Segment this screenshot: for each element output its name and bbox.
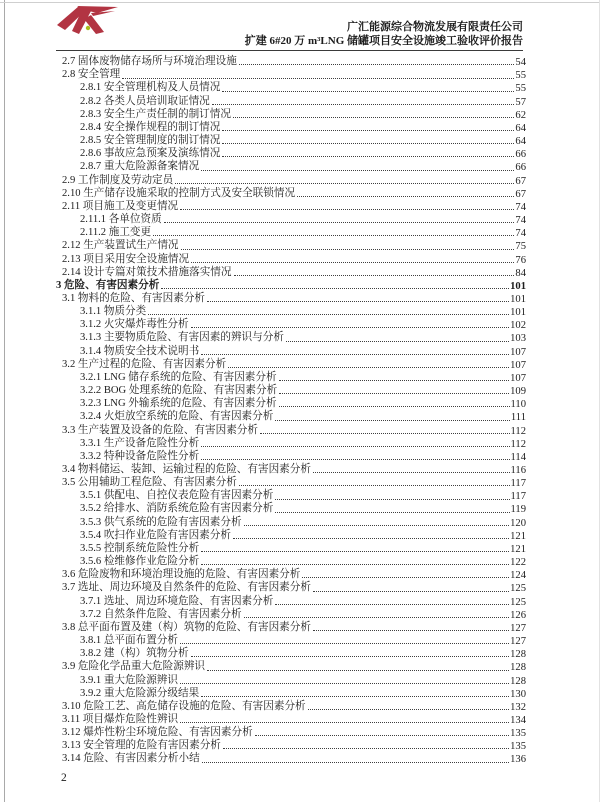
toc-leader-dots bbox=[313, 591, 509, 592]
toc-leader-dots bbox=[191, 656, 510, 657]
toc-entry-label: 3.5.2 给排水、消防系统危险有害因素分析 bbox=[80, 503, 274, 515]
toc-entry-label: 3.9.2 重大危险源分级结果 bbox=[80, 687, 200, 699]
toc-entry-label: 3.5 公用辅助工程危险、有害因素分析 bbox=[62, 477, 237, 489]
toc-entry-page-number: 67 bbox=[515, 188, 526, 200]
toc-leader-dots bbox=[239, 485, 510, 486]
toc-entry-page-number: 101 bbox=[510, 307, 526, 319]
toc-entry-page-number: 55 bbox=[515, 70, 526, 82]
toc-entry-page-number: 101 bbox=[510, 293, 526, 305]
toc-leader-dots bbox=[275, 499, 509, 500]
toc-entry-page-number: 107 bbox=[510, 359, 526, 371]
header-company-name: 广汇能源综合物流发展有限责任公司 bbox=[347, 21, 523, 33]
toc-entry-label: 2.8.2 各类人员培训取证情况 bbox=[80, 95, 210, 107]
toc-leader-dots bbox=[164, 222, 515, 223]
toc-entry-label: 2.14 设计专篇对策技术措施落实情况 bbox=[62, 266, 232, 278]
header-report-title: 扩建 6#20 万 m³LNG 储罐项目安全设施竣工验收评价报告 bbox=[244, 34, 523, 47]
toc-entry-page-number: 66 bbox=[515, 149, 526, 161]
toc-leader-dots bbox=[180, 683, 509, 684]
toc-leader-dots bbox=[207, 301, 509, 302]
toc-leader-dots bbox=[223, 748, 509, 749]
toc-entry-label: 2.8.7 重大危险源备案情况 bbox=[80, 161, 200, 173]
toc-entry-page-number: 114 bbox=[510, 451, 526, 463]
toc-entry-label: 3 危险、有害因素分析 bbox=[56, 279, 160, 291]
toc-entry-page-number: 74 bbox=[515, 228, 526, 240]
toc-entry-page-number: 127 bbox=[510, 636, 526, 648]
toc-leader-dots bbox=[153, 235, 514, 236]
toc-entry-page-number: 130 bbox=[510, 688, 526, 700]
toc-entry-label: 2.11 项目施工及变更情况 bbox=[62, 200, 179, 212]
toc-entry-page-number: 64 bbox=[515, 136, 526, 148]
toc-entry-label: 3.1.4 物质安全技术说明书 bbox=[80, 345, 200, 357]
toc-leader-dots bbox=[239, 64, 515, 65]
toc-leader-dots bbox=[275, 420, 510, 421]
toc-leader-dots bbox=[122, 78, 514, 79]
toc-entry-page-number: 125 bbox=[510, 583, 526, 595]
toc-leader-dots bbox=[202, 762, 509, 763]
toc-entry-page-number: 107 bbox=[510, 346, 526, 358]
toc-entry-label: 3.10 危险工艺、高危储存设施的危险、有害因素分析 bbox=[62, 700, 306, 712]
toc-entry-page-number: 126 bbox=[510, 609, 526, 621]
toc-leader-dots bbox=[279, 406, 510, 407]
toc-entry-label: 3.5.3 供气系统的危险有害因素分析 bbox=[80, 516, 242, 528]
toc-entry-label: 2.8.6 事故应急预案及演练情况 bbox=[80, 148, 221, 160]
toc-entry-page-number: 107 bbox=[510, 372, 526, 384]
toc-leader-dots bbox=[175, 183, 514, 184]
toc-leader-dots bbox=[161, 288, 509, 289]
toc-entry-page-number: 57 bbox=[515, 96, 526, 108]
scan-edge-left bbox=[4, 0, 5, 802]
toc-entry-label: 2.11.2 施工变更 bbox=[80, 227, 152, 239]
toc-leader-dots bbox=[201, 446, 509, 447]
toc-entry-page-number: 128 bbox=[510, 662, 526, 674]
toc-leader-dots bbox=[234, 275, 515, 276]
toc-entry-label: 2.8.1 安全管理机构及人员情况 bbox=[80, 82, 221, 94]
toc-entry-label: 2.13 项目采用安全设施情况 bbox=[62, 253, 190, 265]
toc-entry-label: 3.14 危险、有害因素分析小结 bbox=[62, 753, 200, 765]
toc-entry-page-number: 136 bbox=[510, 754, 526, 766]
toc-entry-label: 2.8.3 安全生产责任制的制订情况 bbox=[80, 108, 231, 120]
toc-entry-label: 2.8 安全管理 bbox=[62, 69, 121, 81]
toc-entry-page-number: 62 bbox=[515, 109, 526, 121]
toc-entry-label: 3.13 安全管理的危险有害因素分析 bbox=[62, 740, 221, 752]
toc-leader-dots bbox=[222, 91, 514, 92]
toc-entry-label: 2.8.5 安全管理制度的制订情况 bbox=[80, 135, 221, 147]
toc-entry-page-number: 101 bbox=[510, 280, 526, 292]
toc-entry-page-number: 134 bbox=[510, 714, 526, 726]
toc-entry-page-number: 76 bbox=[515, 254, 526, 266]
toc-leader-dots bbox=[201, 459, 509, 460]
toc-entry-page-number: 124 bbox=[510, 570, 526, 582]
toc-entry-label: 2.9 工作制度及劳动定员 bbox=[62, 174, 174, 186]
toc-entry-label: 3.3 生产装置及设备的危险、有害因素分析 bbox=[62, 424, 258, 436]
toc-entry-page-number: 66 bbox=[515, 162, 526, 174]
toc-leader-dots bbox=[233, 538, 509, 539]
toc-leader-dots bbox=[244, 617, 510, 618]
toc-entry-page-number: 125 bbox=[510, 596, 526, 608]
toc-entry-page-number: 121 bbox=[510, 543, 526, 555]
toc-entry-page-number: 55 bbox=[515, 83, 526, 95]
toc-leader-dots bbox=[191, 262, 514, 263]
toc-entry-label: 3.1.3 主要物质危险、有害因素的辨识与分析 bbox=[80, 332, 284, 344]
toc-entry bbox=[56, 752, 526, 765]
toc-entry-label: 3.5.1 供配电、自控仪表危险有害因素分析 bbox=[80, 490, 274, 502]
toc-leader-dots bbox=[201, 696, 509, 697]
toc-entry-label: 3.7.1 选址、周边环境危险、有害因素分析 bbox=[80, 595, 274, 607]
toc-entry-page-number: 102 bbox=[510, 320, 526, 332]
toc-leader-dots bbox=[313, 472, 510, 473]
toc-leader-dots bbox=[180, 722, 509, 723]
toc-leader-dots bbox=[286, 341, 509, 342]
scan-edge-top bbox=[0, 2, 600, 3]
toc-entry-label: 3.3.1 生产设备危险性分析 bbox=[80, 437, 200, 449]
toc-entry-page-number: 75 bbox=[515, 241, 526, 253]
toc-entry-label: 3.1 物料的危险、有害因素分析 bbox=[62, 292, 206, 304]
toc-entry-page-number: 111 bbox=[510, 412, 526, 424]
footer-page-number: 2 bbox=[61, 772, 67, 784]
toc-entry-label: 3.3.2 特种设备危险性分析 bbox=[80, 450, 200, 462]
toc-leader-dots bbox=[297, 196, 514, 197]
toc-leader-dots bbox=[279, 393, 509, 394]
toc-leader-dots bbox=[279, 380, 510, 381]
toc-list bbox=[56, 55, 526, 765]
toc-entry-label: 3.8.2 建（构）筑物分析 bbox=[80, 648, 189, 660]
toc-leader-dots bbox=[191, 327, 510, 328]
toc-entry-label: 3.9 危险化学品重大危险源辨识 bbox=[62, 661, 206, 673]
toc-leader-dots bbox=[222, 143, 514, 144]
toc-leader-dots bbox=[222, 130, 514, 131]
toc-entry-page-number: 132 bbox=[510, 701, 526, 713]
toc-leader-dots bbox=[212, 104, 515, 105]
toc-entry-label: 3.2.4 火炬放空系统的危险、有害因素分析 bbox=[80, 411, 274, 423]
toc-entry-label: 2.7 固体废物储存场所与环境治理设施 bbox=[62, 56, 237, 68]
toc-entry-page-number: 103 bbox=[510, 333, 526, 345]
toc-entry-label: 3.11 项目爆炸危险性辨识 bbox=[62, 713, 179, 725]
toc-entry-page-number: 112 bbox=[510, 425, 526, 437]
toc-entry-page-number: 110 bbox=[510, 399, 526, 411]
toc-entry-page-number: 128 bbox=[510, 649, 526, 661]
toc-entry-label: 3.2 生产过程的危险、有害因素分析 bbox=[62, 358, 227, 370]
toc-entry-page-number: 127 bbox=[510, 622, 526, 634]
toc-leader-dots bbox=[148, 314, 509, 315]
toc-leader-dots bbox=[260, 433, 510, 434]
toc-entry-page-number: 109 bbox=[510, 386, 526, 398]
toc-leader-dots bbox=[180, 643, 509, 644]
toc-entry-label: 3.2.1 LNG 储存系统的危险、有害因素分析 bbox=[80, 371, 277, 383]
toc-leader-dots bbox=[302, 577, 509, 578]
toc-entry-label: 3.5.5 控制系统危险性分析 bbox=[80, 542, 200, 554]
toc-leader-dots bbox=[222, 156, 514, 157]
toc-entry-page-number: 84 bbox=[515, 267, 526, 279]
toc-entry-page-number: 116 bbox=[510, 465, 526, 476]
toc-leader-dots bbox=[201, 564, 509, 565]
toc-entry-page-number: 119 bbox=[510, 504, 526, 516]
toc-leader-dots bbox=[313, 630, 509, 631]
toc-entry-label: 3.1.1 物质分类 bbox=[80, 306, 147, 318]
toc-entry-page-number: 54 bbox=[515, 57, 526, 69]
toc-entry-page-number: 74 bbox=[515, 201, 526, 213]
toc-entry-page-number: 120 bbox=[510, 517, 526, 529]
toc-entry-page-number: 117 bbox=[510, 478, 526, 490]
toc-leader-dots bbox=[201, 551, 509, 552]
toc-leader-dots bbox=[180, 209, 514, 210]
toc-entry-label: 2.11.1 各单位资质 bbox=[80, 214, 162, 226]
toc-entry-page-number: 135 bbox=[510, 728, 526, 740]
toc-entry-page-number: 67 bbox=[515, 175, 526, 187]
toc-leader-dots bbox=[244, 525, 510, 526]
toc-leader-dots bbox=[228, 367, 509, 368]
toc-entry-label: 3.5.6 检维修作业危险分析 bbox=[80, 556, 200, 568]
toc-entry-label: 3.1.2 火灾爆炸毒性分析 bbox=[80, 319, 189, 331]
toc-entry-label: 3.2.2 BOG 处理系统的危险、有害因素分析 bbox=[80, 385, 278, 397]
toc-entry-label: 3.4 物料储运、装卸、运输过程的危险、有害因素分析 bbox=[62, 464, 311, 475]
toc-leader-dots bbox=[201, 170, 514, 171]
toc-leader-dots bbox=[207, 670, 509, 671]
toc-entry-page-number: 122 bbox=[510, 557, 526, 569]
toc-entry-label: 2.12 生产装置试生产情况 bbox=[62, 240, 179, 252]
toc-leader-dots bbox=[201, 354, 509, 355]
company-logo-icon bbox=[57, 4, 123, 37]
toc-entry-page-number: 135 bbox=[510, 741, 526, 753]
toc-leader-dots bbox=[275, 604, 509, 605]
toc-entry bbox=[56, 55, 526, 68]
toc-entry-page-number: 112 bbox=[510, 438, 526, 450]
toc-entry-label: 3.2.3 LNG 外输系统的危险、有害因素分析 bbox=[80, 398, 277, 410]
toc-entry-label: 3.8.1 总平面布置分析 bbox=[80, 635, 178, 647]
toc-entry-page-number: 117 bbox=[510, 491, 526, 503]
toc-entry-label: 3.6 危险废物和环境治理设施的危险、有害因素分析 bbox=[62, 569, 301, 581]
toc-entry-page-number: 64 bbox=[515, 122, 526, 134]
toc-leader-dots bbox=[233, 117, 514, 118]
toc-entry-label: 3.7 选址、周边环境及自然条件的危险、有害因素分析 bbox=[62, 582, 311, 594]
toc-entry-label: 3.5.4 吹扫作业危险有害因素分析 bbox=[80, 529, 231, 541]
toc-leader-dots bbox=[308, 709, 509, 710]
toc-entry-label: 3.7.2 自然条件危险、有害因素分析 bbox=[80, 608, 242, 620]
header-divider bbox=[56, 50, 523, 51]
page-header bbox=[245, 21, 523, 48]
toc-entry-page-number: 74 bbox=[515, 215, 526, 227]
toc-leader-dots bbox=[181, 249, 515, 250]
toc-entry-page-number: 121 bbox=[510, 530, 526, 542]
toc-entry-label: 3.12 爆炸性粉尘环境危险、有害因素分析 bbox=[62, 727, 253, 739]
toc-entry-page-number: 128 bbox=[510, 675, 526, 687]
toc-leader-dots bbox=[275, 512, 509, 513]
toc-entry-label: 3.9.1 重大危险源辨识 bbox=[80, 674, 178, 686]
toc-entry-label: 2.10 生产储存设施采取的控制方式及安全联锁情况 bbox=[62, 187, 296, 199]
toc-entry-label: 2.8.4 安全操作规程的制订情况 bbox=[80, 121, 221, 133]
toc-entry-label: 3.8 总平面布置及建（构）筑物的危险、有害因素分析 bbox=[62, 621, 311, 633]
toc-leader-dots bbox=[255, 735, 509, 736]
